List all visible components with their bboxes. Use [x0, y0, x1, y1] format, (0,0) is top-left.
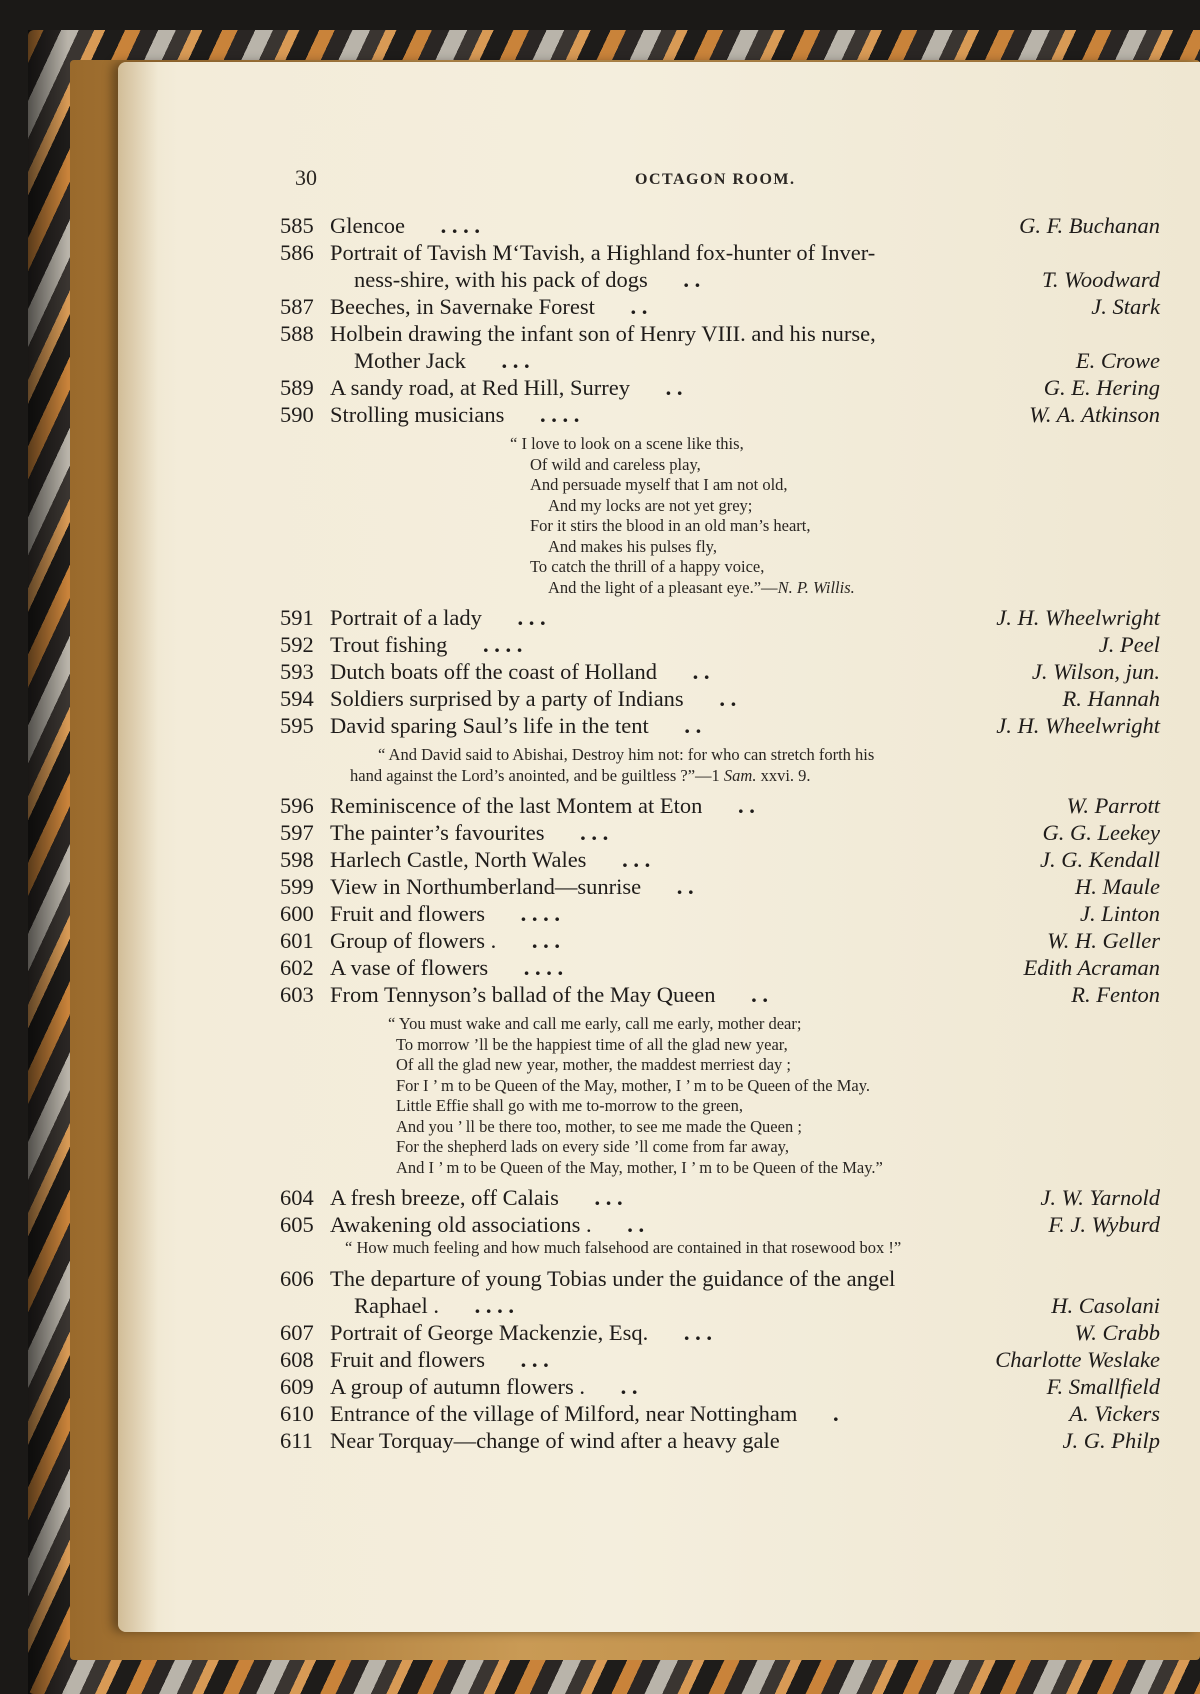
- quote-line: Little Effie shall go with me to-morrow to the green,: [396, 1096, 744, 1115]
- entry-606: [280, 1265, 1160, 1319]
- entry-title: Strolling musicians: [330, 402, 505, 427]
- entry-594: [280, 685, 1160, 712]
- entry-title: Awakening old associations .: [330, 1212, 592, 1237]
- entry-number: 598: [280, 847, 314, 872]
- entry-number: 599: [280, 874, 314, 899]
- quote-line: And makes his pulses fly,: [548, 536, 717, 556]
- entry-number: 586: [280, 240, 314, 265]
- quote-line: [350, 766, 1160, 787]
- entry-title: Group of flowers .: [330, 928, 497, 953]
- entry-artist: G. E. Hering: [1043, 375, 1160, 400]
- entry-title: Portrait of a lady: [330, 605, 482, 630]
- entry-title: The departure of young Tobias under the guidance of the angel: [330, 1265, 896, 1291]
- leader-dots: . . . .: [520, 901, 560, 926]
- entry-605: [280, 1211, 1160, 1238]
- leader-dots: . .: [630, 294, 648, 319]
- entry-artist: A. Vickers: [1069, 1400, 1160, 1426]
- quote-reference-book: Sam.: [723, 765, 757, 785]
- entry-artist: W. Parrott: [1066, 793, 1160, 818]
- quote-line-text: hand against the Lord’s anointed, and be guiltless ?”—1: [350, 765, 720, 785]
- quote-samuel: [280, 745, 1160, 786]
- entry-title: David sparing Saul’s life in the tent: [330, 713, 649, 738]
- entry-number: 587: [280, 294, 314, 319]
- entry-artist: H. Casolani: [1051, 1292, 1160, 1318]
- quote-line: And you ’ ll be there too, mother, to see me made the Queen ;: [396, 1116, 802, 1136]
- entry-598: [280, 846, 1160, 873]
- entry-592: [280, 631, 1160, 658]
- quote-line-text: And the light of a pleasant eye.”—: [548, 577, 778, 597]
- leader-dots: . . .: [501, 348, 530, 373]
- entry-title: Holbein drawing the infant son of Henry VIII. and his nurse,: [330, 321, 876, 346]
- leader-dots: . .: [684, 713, 702, 738]
- running-head: OCTAGON ROOM.: [635, 171, 796, 188]
- quote-line: “ You must wake and call me early, call me early, mother dear;: [388, 1014, 802, 1033]
- entry-title: Soldiers surprised by a party of Indians: [330, 686, 684, 711]
- entry-600: [280, 900, 1160, 927]
- quote-line: [510, 578, 1160, 599]
- entry-607: [280, 1319, 1160, 1346]
- entry-title: Fruit and flowers: [330, 901, 485, 926]
- entry-599: [280, 873, 1160, 900]
- leader-dots: . . . .: [474, 1292, 514, 1318]
- quote-rosewood: [280, 1238, 1160, 1259]
- entry-title: A sandy road, at Red Hill, Surrey: [330, 375, 630, 400]
- entry-597: [280, 819, 1160, 846]
- entry-number: 609: [280, 1373, 314, 1399]
- entry-artist: G. G. Leekey: [1042, 820, 1160, 845]
- quote-line: For it stirs the blood in an old man’s heart,: [530, 516, 811, 535]
- quote-tennyson: [280, 1014, 1160, 1178]
- entry-title: Portrait of Tavish M‘Tavish, a Highland fox-hunter of Inver-: [330, 240, 876, 265]
- entry-number: 594: [280, 686, 314, 711]
- entry-number: 604: [280, 1185, 314, 1210]
- leader-dots: . .: [692, 659, 710, 684]
- entry-number: 593: [280, 659, 314, 684]
- entry-number: 610: [280, 1400, 314, 1426]
- entry-artist: G. F. Buchanan: [1019, 213, 1160, 238]
- quote-line: And I ’ m to be Queen of the May, mother, I ’ m to be Queen of the May.”: [396, 1157, 883, 1177]
- entry-title: A vase of flowers: [330, 955, 489, 980]
- entry-number: 608: [280, 1346, 314, 1372]
- entry-artist: J. W. Yarnold: [1040, 1185, 1160, 1210]
- entry-590: [280, 401, 1160, 428]
- entry-title: Near Torquay—change of wind after a heavy gale: [330, 1427, 780, 1453]
- entry-591: [280, 604, 1160, 631]
- entry-608: [280, 1346, 1160, 1373]
- leader-dots: . .: [751, 982, 768, 1007]
- entry-title: Trout fishing: [330, 632, 448, 657]
- entry-artist: J. Stark: [1091, 294, 1160, 319]
- entry-610: [280, 1400, 1160, 1427]
- leader-dots: .: [832, 1400, 839, 1426]
- entry-number: 597: [280, 820, 314, 845]
- entry-title: Glencoe: [330, 213, 405, 238]
- entry-number: 603: [280, 982, 314, 1007]
- quote-line: For the shepherd lads on every side ’ll come from far away,: [396, 1137, 789, 1156]
- entry-title: Dutch boats off the coast of Holland: [330, 659, 658, 684]
- entry-title-continued: ness-shire, with his pack of dogs: [354, 267, 648, 292]
- entry-609: [280, 1373, 1160, 1400]
- entry-artist: R. Fenton: [1071, 982, 1160, 1007]
- quote-attribution: N. P. Willis.: [777, 577, 855, 597]
- entry-artist: W. Crabb: [1074, 1319, 1160, 1345]
- entry-604: [280, 1184, 1160, 1211]
- leader-dots: . . .: [594, 1185, 623, 1210]
- quote-line: “ How much feeling and how much falsehood are contained in that rosewood box !”: [345, 1238, 902, 1257]
- quote-willis: [280, 434, 1160, 598]
- entry-artist: E. Crowe: [1075, 348, 1160, 373]
- leader-dots: . .: [683, 267, 701, 292]
- entry-number: 592: [280, 632, 314, 657]
- quote-line: “ And David said to Abishai, Destroy him not: for who can stretch forth his: [378, 745, 875, 764]
- entry-593: [280, 658, 1160, 685]
- leader-dots: . . . .: [523, 955, 564, 980]
- leader-dots: . . .: [520, 1346, 549, 1372]
- entry-title: Entrance of the village of Milford, near Nottingham: [330, 1400, 798, 1426]
- entry-611: [280, 1427, 1160, 1454]
- quote-line: To morrow ’ll be the happiest time of all the glad new year,: [396, 1034, 788, 1054]
- entry-number: 607: [280, 1319, 314, 1345]
- leader-dots: . .: [719, 686, 737, 711]
- entry-artist: J. Linton: [1079, 901, 1160, 926]
- entry-title: Harlech Castle, North Wales: [330, 847, 587, 872]
- entry-title: A fresh breeze, off Calais: [330, 1185, 559, 1210]
- entry-title-continued: Mother Jack: [354, 348, 466, 373]
- quote-line: Of wild and careless play,: [530, 454, 701, 474]
- entry-title: The painter’s favourites: [330, 820, 545, 845]
- leader-dots: . . .: [517, 605, 546, 630]
- catalogue-list: [280, 212, 1160, 1454]
- entry-number: 606: [280, 1265, 314, 1291]
- entry-artist: Charlotte Weslake: [995, 1346, 1160, 1372]
- entry-595: [280, 712, 1160, 739]
- leader-dots: . . . .: [540, 402, 580, 427]
- entry-artist: F. Smallfield: [1046, 1373, 1160, 1399]
- entry-number: 596: [280, 793, 314, 818]
- entry-title: Portrait of George Mackenzie, Esq.: [330, 1319, 649, 1345]
- entry-title: Fruit and flowers: [330, 1346, 485, 1372]
- entry-title: Reminiscence of the last Montem at Eton: [330, 793, 703, 818]
- entry-number: 600: [280, 901, 314, 926]
- entry-artist: Edith Acraman: [1023, 955, 1160, 980]
- quote-line: For I ’ m to be Queen of the May, mother, I ’ m to be Queen of the May.: [396, 1075, 871, 1095]
- entry-title: From Tennyson’s ballad of the May Queen: [330, 982, 716, 1007]
- entry-number: 595: [280, 713, 314, 738]
- entry-artist: J. Peel: [1098, 632, 1160, 657]
- quote-line: And my locks are not yet grey;: [548, 495, 753, 515]
- entry-number: 602: [280, 955, 314, 980]
- page-header: [295, 165, 1165, 195]
- leader-dots: . .: [738, 793, 755, 818]
- quote-reference: xxvi. 9.: [760, 765, 811, 785]
- entry-artist: J. H. Wheelwright: [996, 713, 1160, 738]
- leader-dots: . . . .: [482, 632, 523, 657]
- entry-artist: T. Woodward: [1042, 267, 1160, 292]
- entry-title: View in Northumberland—sunrise: [330, 874, 642, 899]
- entry-number: 589: [280, 375, 314, 400]
- entry-artist: J. Wilson, jun.: [1031, 659, 1160, 684]
- entry-title-continued: Raphael .: [354, 1292, 439, 1318]
- entry-586: [280, 239, 1160, 293]
- entry-artist: J. G. Philp: [1062, 1427, 1160, 1453]
- quote-line: “ I love to look on a scene like this,: [510, 434, 744, 453]
- quote-line: And persuade myself that I am not old,: [530, 475, 788, 494]
- entry-589: [280, 374, 1160, 401]
- entry-artist: F. J. Wyburd: [1048, 1212, 1160, 1237]
- entry-601: [280, 927, 1160, 954]
- entry-588: [280, 320, 1160, 374]
- entry-number: 590: [280, 402, 314, 427]
- entry-587: [280, 293, 1160, 320]
- entry-number: 601: [280, 928, 314, 953]
- entry-585: [280, 212, 1160, 239]
- entry-603: [280, 981, 1160, 1008]
- entry-number: 591: [280, 605, 314, 630]
- entry-artist: R. Hannah: [1062, 686, 1160, 711]
- leader-dots: . . .: [622, 847, 651, 872]
- entry-number: 611: [280, 1427, 313, 1453]
- entry-602: [280, 954, 1160, 981]
- leader-dots: . .: [627, 1212, 645, 1237]
- entry-artist: J. H. Wheelwright: [996, 605, 1160, 630]
- leader-dots: . . .: [580, 820, 609, 845]
- entry-title: A group of autumn flowers .: [330, 1373, 585, 1399]
- quote-line: To catch the thrill of a happy voice,: [530, 557, 765, 576]
- entry-596: [280, 792, 1160, 819]
- quote-line: Of all the glad new year, mother, the maddest merriest day ;: [396, 1055, 792, 1074]
- entry-artist: W. H. Geller: [1047, 928, 1160, 953]
- leader-dots: . .: [665, 375, 683, 400]
- entry-title: Beeches, in Savernake Forest: [330, 294, 595, 319]
- leader-dots: . .: [620, 1373, 638, 1399]
- leader-dots: . . .: [531, 928, 560, 953]
- entry-number: 588: [280, 321, 314, 346]
- entry-number: 605: [280, 1212, 314, 1237]
- spine-shadow: [28, 30, 68, 1694]
- entry-artist: W. A. Atkinson: [1029, 402, 1160, 427]
- page-stain: [118, 62, 158, 1632]
- page-number: 30: [295, 165, 317, 190]
- entry-artist: J. G. Kendall: [1040, 847, 1160, 872]
- entry-artist: H. Maule: [1075, 874, 1160, 899]
- leader-dots: . . .: [683, 1319, 712, 1345]
- leader-dots: . . . .: [440, 213, 480, 238]
- leader-dots: . .: [676, 874, 694, 899]
- entry-number: 585: [280, 213, 314, 238]
